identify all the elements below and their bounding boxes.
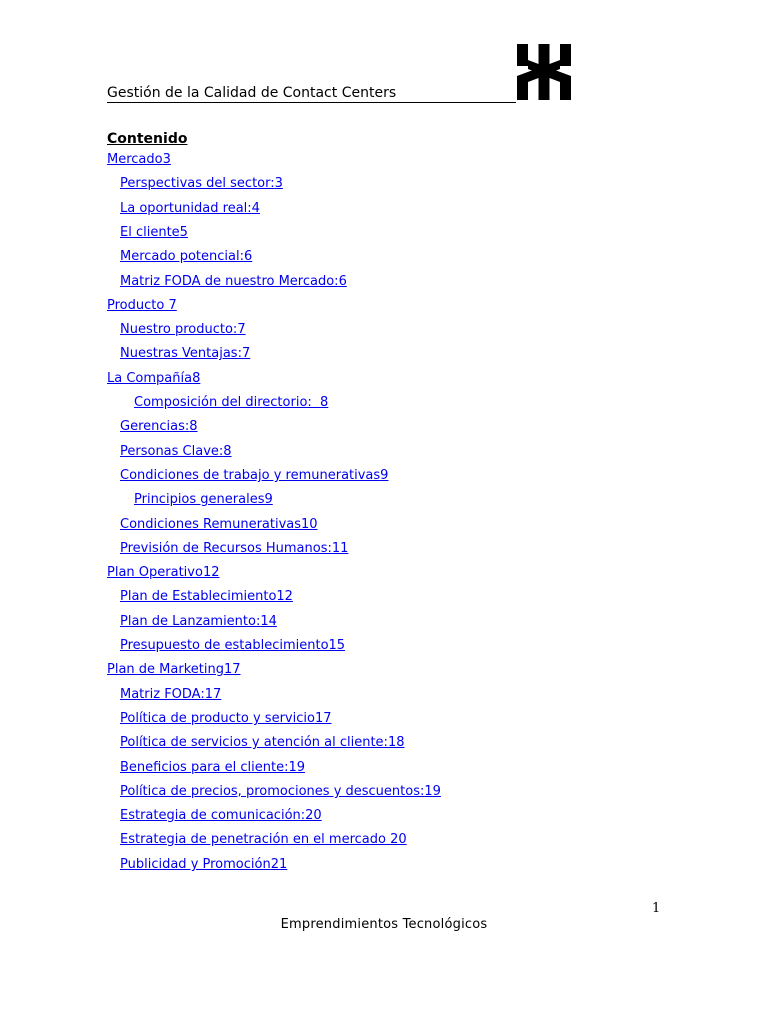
- toc-entry-title: Nuestras Ventajas:: [120, 346, 242, 361]
- toc-entry-page: 4: [251, 201, 260, 216]
- toc-entry-page: 9: [264, 492, 273, 507]
- toc-entry-title: Condiciones Remunerativas: [120, 517, 302, 532]
- toc-entry-title: Estrategia de penetración en el mercado: [120, 832, 391, 847]
- toc-entry-page: 17: [204, 687, 222, 702]
- toc-entry-title: Presupuesto de establecimiento: [120, 638, 329, 653]
- toc-entry-title: Política de producto y servicio: [120, 711, 315, 726]
- toc-entry-page: 3: [274, 176, 283, 191]
- toc-entry-page: 19: [288, 760, 305, 775]
- toc-entry-title: Gerencias:: [120, 419, 190, 434]
- toc-entry-page: 12: [276, 589, 293, 604]
- toc-entry-title: Mercado: [107, 152, 163, 167]
- toc-entry-title: Condiciones de trabajo y remunerativas: [120, 468, 381, 483]
- toc-entry-page: 10: [301, 517, 318, 532]
- page-number: 1: [652, 901, 661, 916]
- toc-entry-page: 3: [162, 152, 171, 167]
- toc-entry-title: Plan de Establecimiento: [120, 589, 277, 604]
- toc-entry-page: 7: [237, 322, 246, 337]
- toc-entry-page: 5: [179, 225, 188, 240]
- toc-entry-title: Plan de Lanzamiento:: [120, 614, 261, 629]
- toc-entry-title: Principios generales: [134, 492, 265, 507]
- toc-entry-title: Plan Operativo: [107, 565, 203, 580]
- toc-entry-title: Plan de Marketing: [107, 662, 224, 677]
- toc-entry-title: Nuestro producto:: [120, 322, 238, 337]
- toc-entry-page: 17: [223, 662, 241, 677]
- toc-entry-page: 15: [328, 638, 346, 653]
- toc-entry-title: Previsión de Recursos Humanos:: [120, 541, 332, 556]
- toc-entry-page: 6: [243, 249, 253, 264]
- toc-entry-page: 8: [223, 444, 232, 459]
- toc-entry-title: Mercado potencial:: [120, 249, 244, 264]
- toc-entry-title: Estrategia de comunicación:: [120, 808, 306, 823]
- toc-entry-page: 17: [314, 711, 332, 726]
- toc-entry-page: 8: [192, 371, 201, 386]
- toc-entry-page: 8: [320, 395, 329, 410]
- toc-entry-title: Matriz FODA:: [120, 687, 205, 702]
- toc-entry-title: Composición del directorio:: [134, 395, 321, 410]
- toc-entry-page: 20: [390, 832, 407, 847]
- toc-entry-title: La Compañía: [107, 371, 193, 386]
- toc-entry-page: 20: [305, 808, 322, 823]
- toc-entry-page: 18: [387, 735, 405, 750]
- toc-entry-page: 11: [331, 541, 349, 556]
- toc-entry-page: 8: [189, 419, 198, 434]
- toc-entry-page: 21: [270, 857, 288, 872]
- toc-entry-title: Beneficios para el cliente:: [120, 760, 289, 775]
- toc-entry-title: Personas Clave:: [120, 444, 224, 459]
- toc-entry-page: 19: [424, 784, 441, 799]
- toc-entry-title: Política de precios, promociones y descuentos:: [120, 784, 425, 799]
- utn-logo-icon: [517, 44, 571, 100]
- toc-entry-page: 12: [202, 565, 220, 580]
- toc-entry-title: El cliente: [120, 225, 180, 240]
- toc-entry-page: 7: [168, 298, 177, 313]
- document-footer: Emprendimientos Tecnológicos: [280, 917, 488, 932]
- toc-entry-page: 7: [241, 346, 251, 361]
- document-title: Gestión de la Calidad de Contact Centers: [107, 84, 516, 103]
- toc-entry-page: 9: [380, 468, 389, 483]
- toc-entry-title: Producto: [107, 298, 169, 313]
- toc-entry-page: 6: [338, 274, 347, 289]
- toc-entry-title: Política de servicios y atención al cliente:: [120, 735, 388, 750]
- toc-entry-title: Publicidad y Promoción: [120, 857, 271, 872]
- toc-entry-page: 14: [260, 614, 277, 629]
- toc-entry-title: Matriz FODA de nuestro Mercado:: [120, 274, 339, 289]
- toc-heading: Contenido: [107, 131, 188, 147]
- toc-entry-title: La oportunidad real:: [120, 201, 252, 216]
- toc-entry-title: Perspectivas del sector:: [120, 176, 275, 191]
